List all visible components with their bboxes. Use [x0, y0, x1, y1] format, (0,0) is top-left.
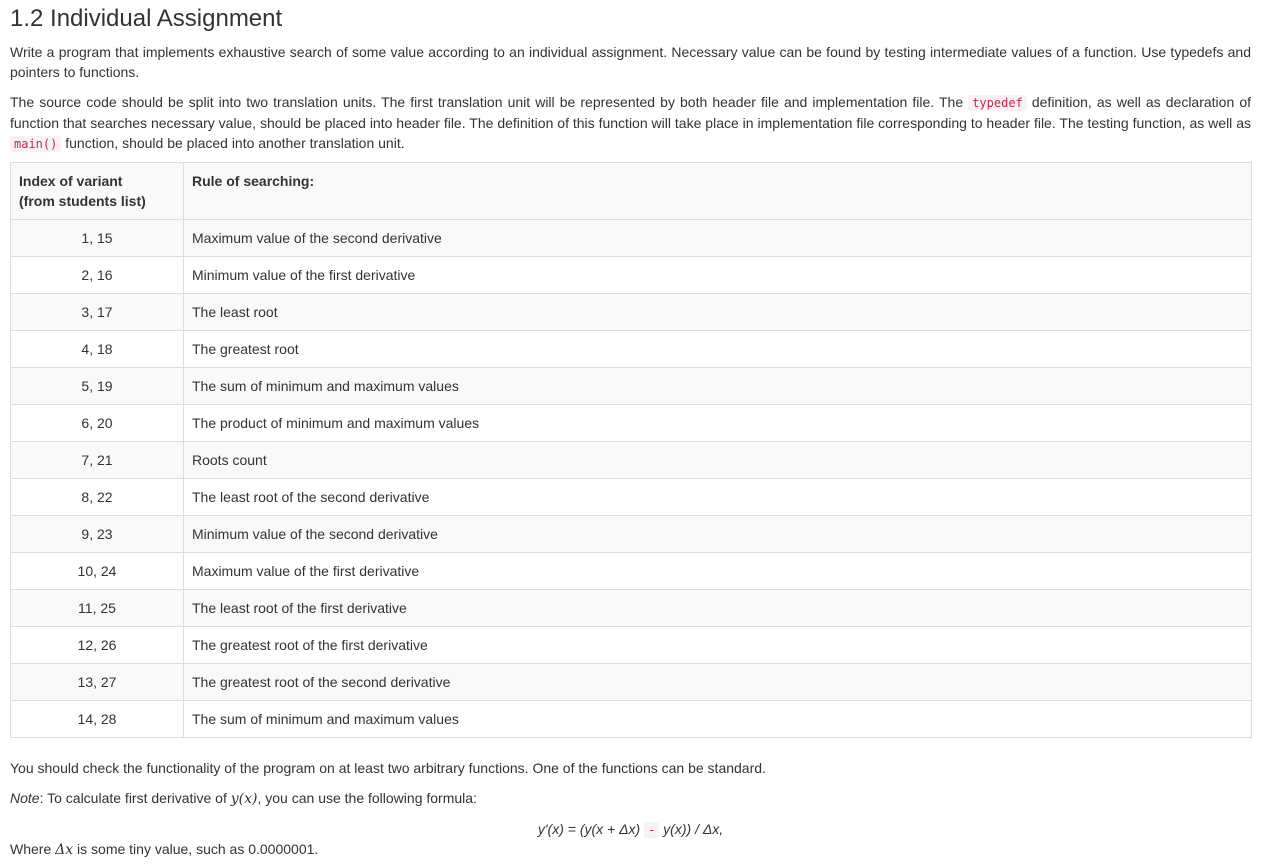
where-text: Where — [10, 841, 56, 857]
table-row — [11, 294, 1252, 331]
table-row — [11, 405, 1252, 442]
section-heading: 1.2 Individual Assignment — [10, 5, 283, 32]
search-rule-cell: The least root of the first derivative — [184, 590, 1252, 627]
table-row — [11, 479, 1252, 516]
header-line-1: Index of variant — [19, 173, 123, 189]
search-rule-cell: Maximum value of the first derivative — [184, 553, 1252, 590]
variant-index-cell: 12, 26 — [11, 627, 184, 664]
variant-index-cell: 5, 19 — [11, 368, 184, 405]
search-rule-cell: Roots count — [184, 442, 1252, 479]
variant-index-cell: 8, 22 — [11, 479, 184, 516]
variant-index-cell: 4, 18 — [11, 331, 184, 368]
table-row — [11, 368, 1252, 405]
search-rule-cell: Minimum value of the second derivative — [184, 516, 1252, 553]
search-rule-cell: The sum of minimum and maximum values — [184, 368, 1252, 405]
variant-index-cell: 3, 17 — [11, 294, 184, 331]
header-index-of-variant — [11, 163, 184, 220]
paragraph-text: definition, as well as declaration of function that searches necessary value, should be placed into header file. The definition of this function will take place in implementation file corresponding to header file. The testing function, as well as — [10, 94, 1251, 131]
note-text: : To calculate first derivative of — [39, 790, 231, 806]
search-rule-cell: The greatest root of the first derivative — [184, 627, 1252, 664]
table-row — [11, 442, 1252, 479]
table-row — [11, 516, 1252, 553]
header-line-2: (from students list) — [19, 193, 146, 209]
paragraph-text: function, should be placed into another translation unit. — [61, 135, 405, 151]
search-rule-cell: The product of minimum and maximum values — [184, 405, 1252, 442]
header-rule-of-searching: Rule of searching: — [184, 163, 1252, 220]
search-rule-cell: The sum of minimum and maximum values — [184, 701, 1252, 738]
variant-index-cell: 10, 24 — [11, 553, 184, 590]
where-text: is some tiny value, such as 0.0000001. — [73, 841, 319, 857]
table-row — [11, 590, 1252, 627]
table-body — [11, 220, 1252, 738]
variant-index-cell: 2, 16 — [11, 257, 184, 294]
variant-index-cell: 7, 21 — [11, 442, 184, 479]
table-header-row — [11, 163, 1252, 220]
formula-right: y(x)) / Δx, — [659, 821, 724, 837]
note-text: , you can use the following formula: — [257, 790, 477, 806]
math-delta-x: Δx — [55, 842, 74, 858]
variant-index-cell: 13, 27 — [11, 664, 184, 701]
formula-left: y'(x) = (y(x + Δx) — [537, 821, 645, 837]
search-rule-cell: The least root of the second derivative — [184, 479, 1252, 516]
variant-index-cell: 6, 20 — [11, 405, 184, 442]
paragraph-text: The source code should be split into two translation units. The first translation unit will be represented by both header file and implementation file. The — [10, 94, 969, 110]
variants-table — [10, 162, 1252, 738]
intro-paragraph: Write a program that implements exhaustive search of some value according to an individual assignment. Necessary value can be found by testing intermediate values of a function. Use typedefs and pointers to functions. — [10, 44, 1251, 80]
table-row — [11, 257, 1252, 294]
main-code: main() — [10, 136, 61, 152]
variant-index-cell: 9, 23 — [11, 516, 184, 553]
search-rule-cell: Maximum value of the second derivative — [184, 220, 1252, 257]
variant-index-cell: 14, 28 — [11, 701, 184, 738]
where-paragraph — [10, 839, 1251, 860]
note-label: Note — [10, 790, 40, 806]
table-row — [11, 664, 1252, 701]
typedef-code: typedef — [968, 95, 1027, 111]
table-row — [11, 220, 1252, 257]
table-row — [11, 553, 1252, 590]
variant-index-cell: 11, 25 — [11, 590, 184, 627]
table-row — [11, 701, 1252, 738]
note-paragraph — [10, 788, 1251, 809]
search-rule-cell: The least root — [184, 294, 1252, 331]
variant-index-cell: 1, 15 — [11, 220, 184, 257]
search-rule-cell: The greatest root of the second derivative — [184, 664, 1252, 701]
math-y-of-x: y(x) — [230, 791, 258, 807]
search-rule-cell: Minimum value of the first derivative — [184, 257, 1252, 294]
table-row — [11, 627, 1252, 664]
search-rule-cell: The greatest root — [184, 331, 1252, 368]
translation-units-paragraph — [10, 92, 1251, 154]
table-row — [11, 331, 1252, 368]
functionality-paragraph: You should check the functionality of the program on at least two arbitrary functions. One of the functions can be standard. — [10, 760, 766, 776]
derivative-formula — [10, 819, 1251, 840]
formula-minus: - — [644, 822, 659, 838]
